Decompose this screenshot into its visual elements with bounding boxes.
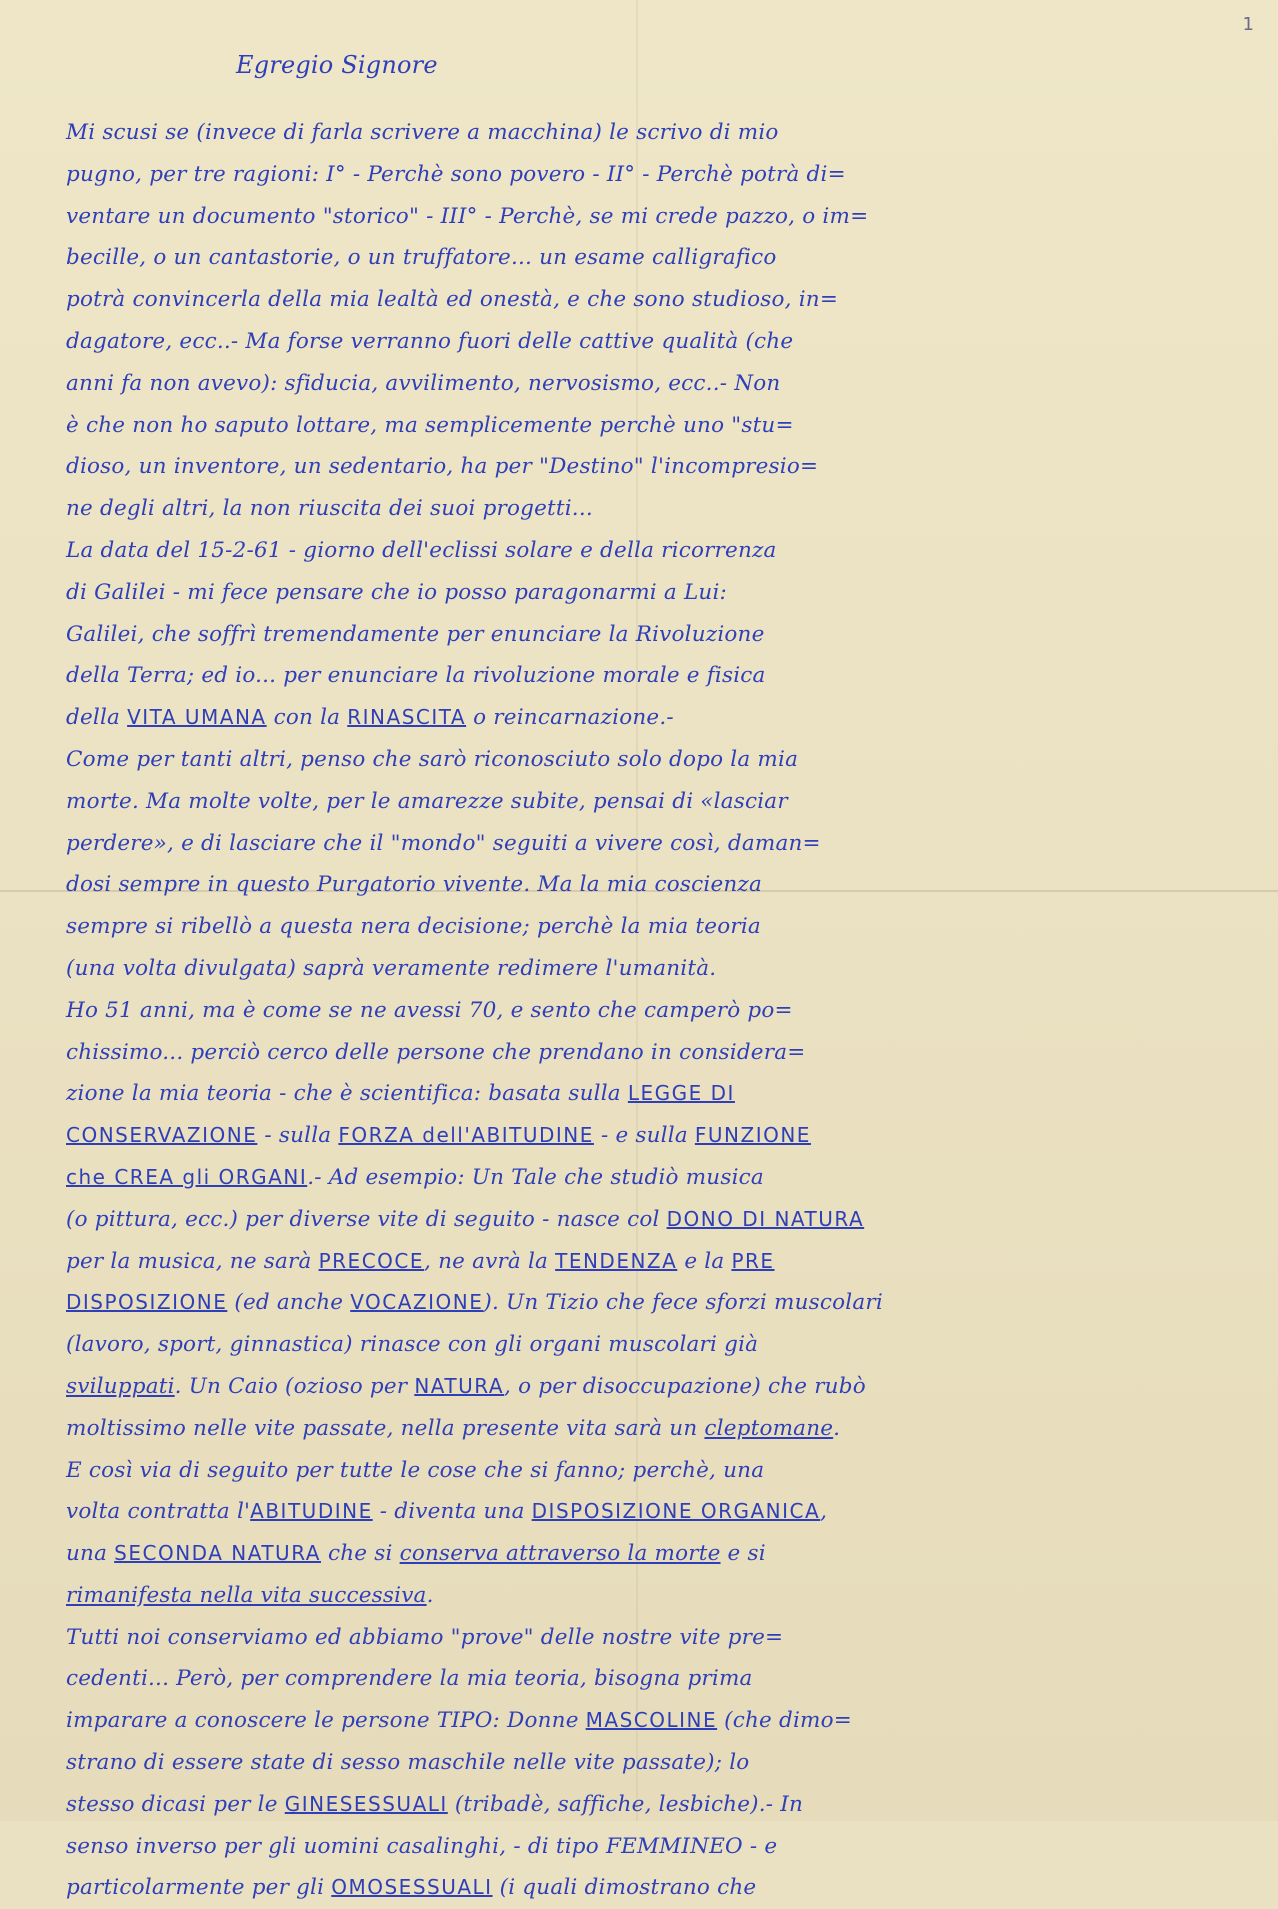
letter-line — [66, 1073, 1216, 1115]
letter-line — [66, 823, 1216, 865]
emphasized-term: NATURA — [414, 1373, 505, 1398]
line-text: Mi scusi se (invece di farla scrivere a macchina) le scrivo di mio — [66, 120, 779, 145]
underlined-text: sviluppati — [66, 1373, 175, 1399]
line-text: .- Ad esempio: Un Tale che studiò musica — [307, 1164, 764, 1190]
line-text: Tutti noi conserviamo ed abbiamo "prove" delle nostre vite pre= — [66, 1624, 784, 1650]
letter-line — [66, 781, 1216, 823]
line-text: , ne avrà la — [424, 1248, 556, 1274]
page-number: 1 — [1242, 14, 1254, 35]
letter-line — [66, 1658, 1216, 1700]
letter-line — [66, 1032, 1216, 1074]
line-text: cedenti... Però, per comprendere la mia teoria, bisogna prima — [66, 1666, 753, 1692]
line-text: - e sulla — [593, 1123, 695, 1149]
letter-line — [66, 363, 1216, 405]
emphasized-term: GINESESSUALI — [284, 1791, 448, 1816]
letter-line — [66, 196, 1216, 238]
line-text: volta contratta l' — [66, 1499, 251, 1525]
letter-line — [66, 990, 1216, 1032]
letter-line — [66, 1784, 1216, 1826]
letter-line — [66, 405, 1216, 447]
line-text: e si — [720, 1541, 766, 1567]
line-text: pugno, per tre ragioni: I° - Perchè sono povero - II° - Perchè potrà di= — [66, 161, 846, 187]
letter-line — [66, 1157, 1216, 1199]
line-text: della — [66, 705, 128, 731]
line-text: becille, o un cantastorie, o un truffatore... un esame calligrafico — [66, 245, 777, 271]
line-text: è che non ho saputo lottare, ma semplicemente perchè uno "stu= — [66, 412, 794, 438]
letter-line — [66, 279, 1216, 321]
underlined-text: rimanifesta nella vita successiva — [66, 1582, 427, 1608]
line-text: . — [833, 1415, 841, 1441]
emphasized-term: DISPOSIZIONE ORGANICA — [531, 1499, 821, 1524]
letter-line — [66, 697, 1216, 739]
letter-line — [66, 1867, 1216, 1909]
line-text: . — [426, 1582, 434, 1608]
emphasized-term: FORZA dell'ABITUDINE — [338, 1123, 594, 1148]
line-text: ne degli altri, la non riuscita dei suoi progetti... — [66, 496, 593, 522]
line-text: , — [820, 1499, 828, 1525]
line-text: con la — [266, 705, 348, 731]
letter-line — [66, 1450, 1216, 1492]
line-text: della Terra; ed io... per enunciare la rivoluzione morale e fisica — [66, 663, 766, 689]
line-text: (ed anche — [227, 1290, 351, 1316]
line-text: (che dimo= — [717, 1708, 852, 1734]
letter-line — [66, 237, 1216, 279]
salutation: Egregio Signore — [236, 51, 438, 79]
letter-line — [66, 614, 1216, 656]
letter-line — [66, 1366, 1216, 1408]
line-text: dioso, un inventore, un sedentario, ha per "Destino" l'incompresio= — [66, 454, 819, 480]
line-text: La data del 15-2-61 - giorno dell'eclissi solare e della ricorrenza — [66, 537, 777, 563]
line-text: stesso dicasi per le — [66, 1791, 285, 1817]
line-text: Ho 51 anni, ma è come se ne avessi 70, e sento che camperò po= — [66, 997, 793, 1023]
line-text: potrà convincerla della mia lealtà ed onestà, e che sono studioso, in= — [66, 287, 839, 313]
letter-line — [66, 488, 1216, 530]
line-text: moltissimo nelle vite passate, nella presente vita sarà un — [66, 1415, 705, 1441]
letter-line — [66, 1491, 1216, 1533]
letter-line — [66, 1617, 1216, 1659]
letter-line — [66, 655, 1216, 697]
emphasized-term: SECONDA NATURA — [114, 1541, 321, 1566]
emphasized-term: FUNZIONE — [694, 1123, 811, 1148]
line-text: di Galilei - mi fece pensare che io posso paragonarmi a Lui: — [66, 579, 727, 605]
emphasized-term: che CREA gli ORGANI — [66, 1164, 308, 1189]
line-text: Galilei, che soffrì tremendamente per enunciare la Rivoluzione — [66, 621, 765, 647]
line-text: (o pittura, ecc.) per diverse vite di seguito - nasce col — [66, 1206, 667, 1232]
letter-line — [66, 1742, 1216, 1784]
line-text: (una volta divulgata) saprà veramente redimere l'umanità. — [66, 955, 717, 981]
letter-body — [66, 112, 1216, 1909]
letter-line — [66, 1199, 1216, 1241]
emphasized-term: ABITUDINE — [250, 1499, 373, 1524]
emphasized-term: OMOSESSUALI — [331, 1875, 493, 1900]
emphasized-term: LEGGE DI — [627, 1081, 735, 1106]
line-text: (i quali dimostrano che — [492, 1875, 757, 1901]
line-text: per la musica, ne sarà — [66, 1248, 319, 1274]
line-text: particolarmente per gli — [66, 1875, 332, 1901]
line-text: perdere», e di lasciare che il "mondo" seguiti a vivere così, daman= — [66, 830, 821, 856]
line-text: morte. Ma molte volte, per le amarezze subite, pensai di «lasciar — [66, 788, 788, 814]
line-text: dagatore, ecc..- Ma forse verranno fuori delle cattive qualità (che — [66, 328, 794, 354]
line-text: (lavoro, sport, ginnastica) rinasce con gli organi muscolari già — [66, 1332, 759, 1358]
line-text: E così via di seguito per tutte le cose che si fanno; perchè, una — [66, 1457, 765, 1483]
underlined-text: conserva attraverso la morte — [399, 1541, 721, 1567]
letter-line — [66, 1408, 1216, 1450]
letter-line — [66, 1115, 1216, 1157]
line-text: chissimo... perciò cerco delle persone che prendano in considera= — [66, 1039, 806, 1065]
emphasized-term: PRE — [731, 1248, 775, 1273]
line-text: imparare a conoscere le persone TIPO: Donne — [66, 1708, 586, 1734]
line-text: dosi sempre in questo Purgatorio vivente. Ma la mia coscienza — [66, 872, 762, 898]
letter-line — [66, 1533, 1216, 1575]
emphasized-term: CONSERVAZIONE — [66, 1123, 258, 1148]
line-text: - sulla — [257, 1123, 339, 1149]
letter-line — [66, 1700, 1216, 1742]
letter-line — [66, 1575, 1216, 1617]
letter-line — [66, 1241, 1216, 1283]
letter-line — [66, 321, 1216, 363]
line-text: (tribadè, saffiche, lesbiche).- In — [447, 1791, 804, 1817]
letter-line — [66, 864, 1216, 906]
handwritten-letter — [66, 34, 1216, 1909]
line-text: anni fa non avevo): sfiducia, avvilimento, nervosismo, ecc..- Non — [66, 370, 781, 396]
line-text: senso inverso per gli uomini casalinghi, - di tipo FEMMINEO - e — [66, 1833, 778, 1859]
emphasized-term: VOCAZIONE — [350, 1290, 484, 1315]
letter-line — [66, 154, 1216, 196]
line-text: una — [66, 1541, 115, 1567]
line-text: ). Un Tizio che fece sforzi muscolari — [483, 1290, 883, 1316]
letter-line — [66, 1324, 1216, 1366]
line-text: Come per tanti altri, penso che sarò riconosciuto solo dopo la mia — [66, 746, 799, 772]
line-text: sempre si ribellò a questa nera decisione; perchè la mia teoria — [66, 914, 761, 940]
emphasized-term: MASCOLINE — [585, 1708, 718, 1733]
letter-line — [66, 906, 1216, 948]
letter-line — [66, 446, 1216, 488]
letter-line — [66, 112, 1216, 154]
letter-line — [66, 948, 1216, 990]
line-text: che si — [320, 1541, 400, 1567]
emphasized-term: PRECOCE — [318, 1248, 424, 1273]
emphasized-term: DISPOSIZIONE — [66, 1290, 228, 1315]
line-text: ventare un documento "storico" - III° - Perchè, se mi crede pazzo, o im= — [66, 203, 869, 229]
underlined-text: cleptomane — [704, 1415, 834, 1441]
emphasized-term: TENDENZA — [555, 1248, 678, 1273]
line-text: o reincarnazione.- — [466, 705, 674, 731]
line-text: strano di essere state di sesso maschile nelle vite passate); lo — [66, 1750, 750, 1776]
emphasized-term: DONO DI NATURA — [666, 1206, 865, 1231]
letter-line — [66, 1282, 1216, 1324]
letter-line — [66, 1826, 1216, 1868]
line-text: e la — [677, 1248, 732, 1274]
emphasized-term: VITA UMANA — [127, 705, 267, 730]
letter-line — [66, 530, 1216, 572]
letter-line — [66, 572, 1216, 614]
line-text: zione la mia teoria - che è scientifica: basata sulla — [66, 1081, 628, 1107]
emphasized-term: RINASCITA — [347, 705, 467, 730]
line-text: - diventa una — [372, 1499, 532, 1525]
line-text: , o per disoccupazione) che rubò — [504, 1373, 866, 1399]
letter-line — [66, 739, 1216, 781]
line-text: . Un Caio (ozioso per — [174, 1373, 415, 1399]
